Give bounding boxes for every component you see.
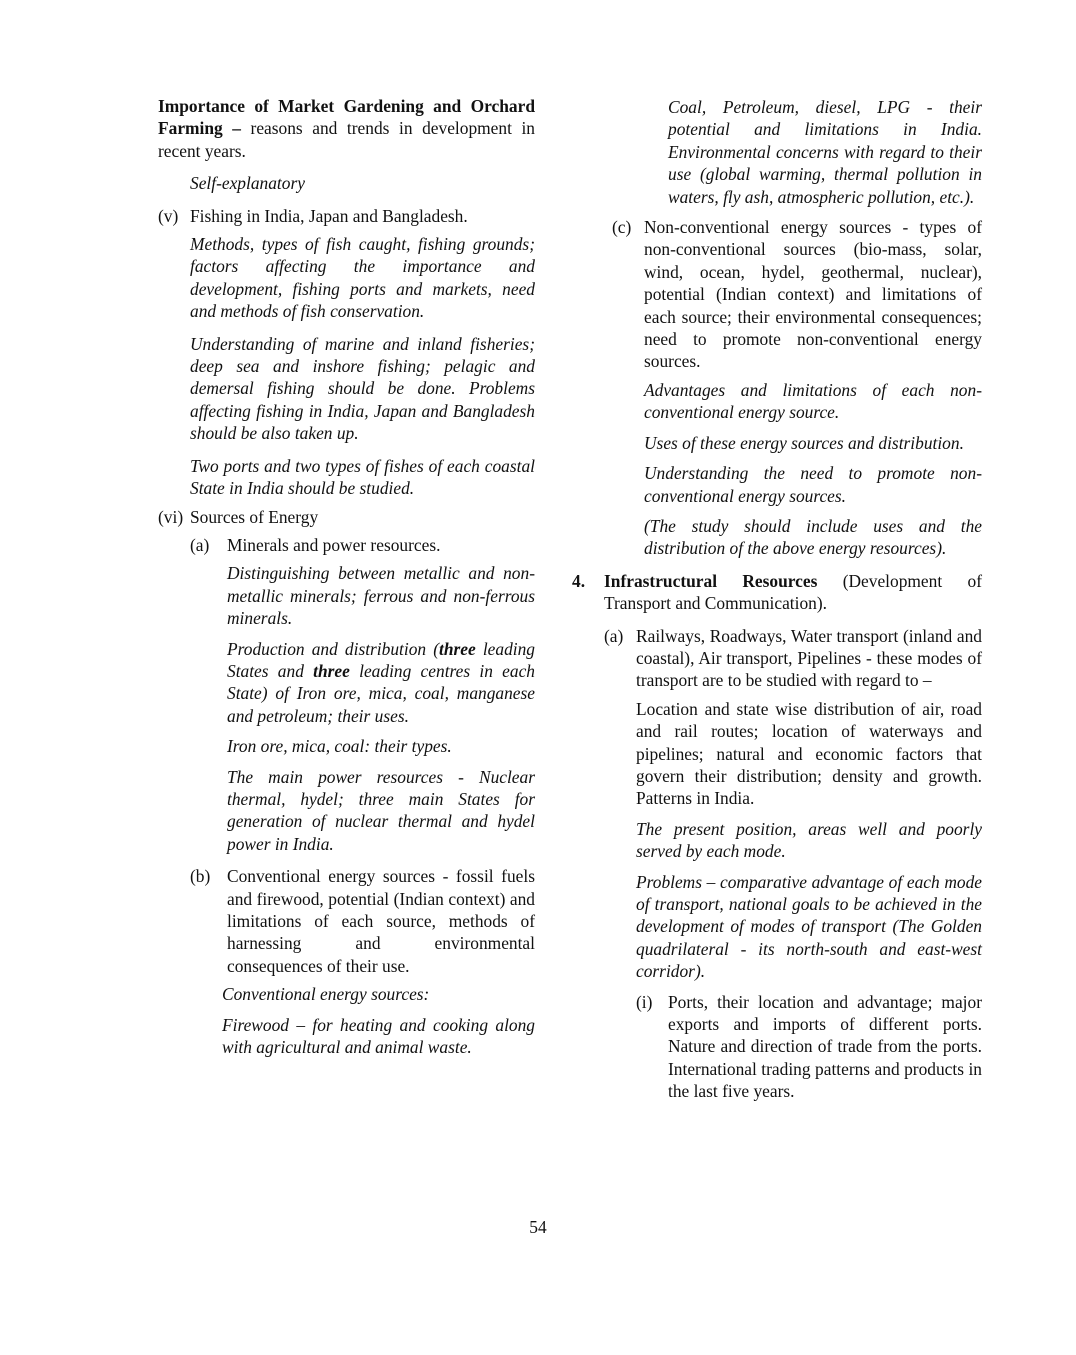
minerals-distinguishing: Distinguishing between metallic and non-metallic minerals; ferrous and non-ferrous minerals. (227, 563, 535, 629)
transport-problems: Problems – comparative advantage of each mode of transport, national goals to be achieved in the development of modes of transport (The Golden quadrilateral - its north-south and east-west corridor). (636, 871, 982, 982)
fishing-methods: Methods, types of fish caught, fishing grounds; factors affecting the importance and development, fishing ports and markets, need and methods of fish conservation. (190, 234, 535, 322)
non-conventional-text: Non-conventional energy sources - types of non-conventional sources (bio-mass, solar, wind, ocean, hydel, geothermal, nuclear), potential (Indian context) and limitations of each source; their environmental consequences; need to promote non-conventional energy sources. (644, 217, 982, 372)
non-conventional-label: (c) (612, 217, 632, 238)
infrastructure-heading (604, 570, 982, 615)
fishing-understanding: Understanding of marine and inland fisheries; deep sea and inshore fishing; pelagic and demersal fishing should be done. Problems affecting fishing in India, Japan and Bangladesh should be also taken up. (190, 333, 535, 444)
production-text-2: leading States and (227, 638, 535, 681)
self-explanatory-note: Self-explanatory (190, 173, 305, 194)
minerals-production (158, 638, 535, 728)
non-conventional-study-note: (The study should include uses and the distribution of the above energy resources). (644, 515, 982, 559)
fishing-ports: Two ports and two types of fishes of each coastal State in India should be studied. (190, 455, 535, 499)
ports-label: (i) (636, 991, 653, 1012)
minerals-label: (a) (190, 534, 210, 555)
production-three-1: three (439, 638, 476, 659)
energy-label: (vi) (158, 506, 184, 527)
ports-item (572, 991, 982, 1103)
firewood-text: Firewood – for heating and cooking along with agricultural and animal waste. (222, 1014, 535, 1058)
market-gardening-title: Importance of Market Gardening and Orchard Farming – (158, 96, 535, 139)
infrastructure-number: 4. (572, 570, 586, 591)
non-conventional-understanding: Understanding the need to promote non-conventional energy sources. (644, 463, 982, 506)
transport-text: Railways, Roadways, Water transport (inland and coastal), Air transport, Pipelines - these modes of transport are to be studied with regard to – (636, 625, 982, 691)
fossil-fuels-text: Coal, Petroleum, diesel, LPG - their potential and limitations in India. Environmental concerns with regard to their use (global warming, thermal pollution in waters, fly ash, atmospheric pollution, etc.). (668, 97, 982, 207)
minerals-item (158, 534, 535, 556)
energy-title: Sources of Energy (190, 506, 319, 527)
energy-item (158, 506, 535, 528)
conventional-item (158, 865, 535, 977)
transport-label: (a) (604, 625, 624, 646)
production-three-2: three (313, 660, 350, 681)
conventional-text: Conventional energy sources - fossil fuels and firewood, potential (Indian context) and limitations of each source, methods of harnessing and environmental consequences of their use. (227, 866, 535, 976)
non-conventional-advantages: Advantages and limitations of each non-conventional energy source. (644, 379, 982, 423)
non-conventional-uses: Uses of these energy sources and distribution. (644, 432, 964, 453)
minerals-types: Iron ore, mica, coal: their types. (227, 736, 452, 757)
non-conventional-item (572, 216, 982, 373)
production-text-1: Production and distribution ( (227, 638, 439, 659)
market-gardening-heading (158, 95, 535, 162)
market-gardening-desc: reasons and trends in development in recent years. (158, 118, 535, 161)
fishing-item (158, 205, 535, 227)
transport-present-position: The present position, areas well and poorly served by each mode. (636, 818, 982, 862)
fishing-title: Fishing in India, Japan and Bangladesh. (190, 205, 468, 226)
conventional-label: (b) (190, 866, 211, 887)
right-column (572, 96, 982, 1113)
page-number: 54 (529, 1217, 547, 1237)
infrastructure-section (572, 570, 982, 615)
production-text-3: leading centres in each State) of Iron ore, mica, coal, manganese and petroleum; their uses. (227, 660, 536, 726)
infrastructure-subtitle: (Development of Transport and Communication). (604, 570, 982, 614)
minerals-title: Minerals and power resources. (227, 534, 441, 555)
ports-text: Ports, their location and advantage; major exports and imports of different ports. Nature and direction of trade from the ports. International trading patterns and products in the last five years. (668, 991, 982, 1102)
conventional-sources-heading: Conventional energy sources: (222, 984, 430, 1005)
left-column (158, 95, 535, 1068)
transport-item (572, 625, 982, 692)
power-resources: The main power resources - Nuclear thermal, hydel; three main States for generation of nuclear thermal and hydel power in India. (227, 766, 535, 854)
fishing-label: (v) (158, 205, 179, 226)
transport-location: Location and state wise distribution of air, road and rail routes; location of waterways and pipelines; natural and economic factors that govern their distribution; density and growth. Patterns in India. (636, 698, 982, 809)
infrastructure-title: Infrastructural Resources (604, 570, 818, 591)
